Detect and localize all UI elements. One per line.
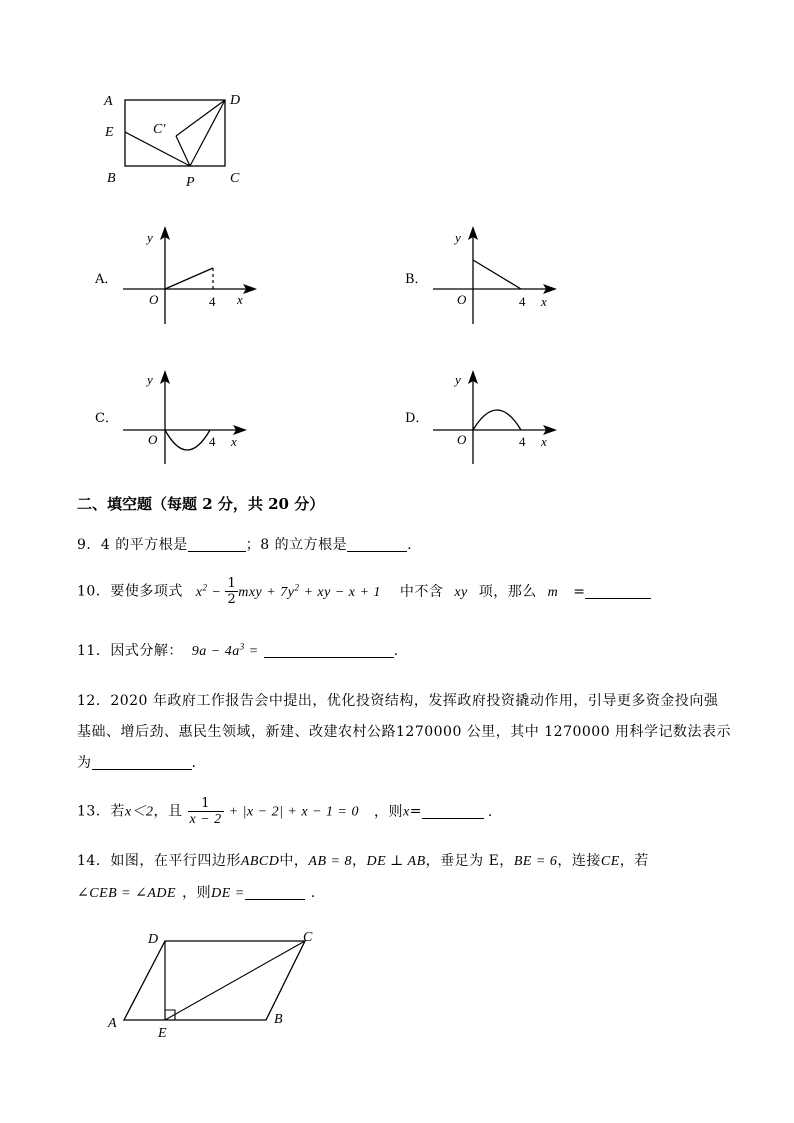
question-13: 13．若x＜2，且 $\frac{1}{x - 2}$ + |x − 2| + x − 1 = 0 ，则x= .: [77, 796, 493, 827]
origin-label: O: [457, 432, 467, 447]
answer-blank-factor[interactable]: [264, 643, 394, 658]
question-12-line-2: 基础、增后劲、惠民生领域，新建、改建农村公路1270000 公里，其中 1270000 用科学记数法表示: [77, 724, 732, 740]
fraction-1-over-x-minus-2: $\frac{1}{x - 2}$: [189, 796, 222, 827]
polynomial-expression: $x^2$ −: [195, 581, 226, 600]
option-a-label[interactable]: A．: [95, 272, 118, 287]
answer-blank-m[interactable]: [585, 584, 651, 599]
label-d: D: [148, 932, 159, 947]
tick-4-label: 4: [209, 434, 216, 449]
origin-label: O: [149, 292, 159, 307]
graph-curve: [473, 410, 521, 430]
label-d: D: [230, 93, 241, 108]
answer-blank-cbrt[interactable]: [347, 537, 407, 552]
y-label: y: [455, 372, 461, 387]
option-d-graph[interactable]: [425, 364, 575, 470]
segment-ep: [125, 132, 190, 166]
answer-blank-x[interactable]: [422, 804, 484, 819]
y-label: y: [147, 230, 153, 245]
question-11: 11．因式分解： $9a - 4a^3$ = .: [77, 641, 399, 659]
parallelogram-abcd: [124, 941, 305, 1020]
segment-c-prime-p: [176, 136, 190, 166]
x-label: x: [541, 434, 547, 449]
question-9: 9．4 的平方根是 ；8 的立方根是 .: [77, 537, 413, 553]
figure-parallelogram: [100, 925, 330, 1045]
answer-blank-de[interactable]: [245, 885, 305, 900]
section-heading: 二、填空题（每题 2 分，共 20 分）: [77, 495, 325, 513]
label-b: B: [274, 1012, 283, 1027]
origin-label: O: [457, 292, 467, 307]
question-14-line-1: 14．如图，在平行四边形ABCD中，AB = 8，DE ⊥ AB，垂足为 E，BE = 6，连接CE，若: [77, 853, 649, 869]
x-label: x: [541, 294, 547, 309]
segment-ec: [165, 941, 305, 1020]
answer-blank-sci[interactable]: [92, 755, 192, 770]
question-14-line-2: ∠CEB = ∠ADE ，则DE = .: [77, 885, 316, 901]
label-a: A: [104, 94, 113, 109]
option-d-label[interactable]: D．: [405, 411, 429, 426]
tick-4-label: 4: [519, 434, 526, 449]
x-label: x: [231, 434, 237, 449]
y-label: y: [455, 230, 461, 245]
label-c: C: [303, 930, 313, 945]
tick-4-label: 4: [209, 294, 216, 309]
segment-dc-prime: [176, 100, 225, 136]
fraction-one-half: $\frac{1}{2}$: [227, 576, 237, 607]
option-b-label[interactable]: B．: [405, 272, 428, 287]
tick-4-label: 4: [519, 294, 526, 309]
graph-curve: [165, 268, 213, 289]
label-e: E: [158, 1026, 167, 1041]
origin-label: O: [148, 432, 158, 447]
label-a: A: [108, 1016, 117, 1031]
option-b-graph[interactable]: [425, 222, 575, 328]
option-c-label[interactable]: C．: [95, 411, 118, 426]
label-c-prime: C′: [153, 122, 166, 137]
segment-dp: [190, 100, 225, 166]
equation-body: + |x − 2| + x − 1 = 0: [228, 804, 359, 820]
label-e: E: [105, 125, 114, 140]
factor-expression: $9a - 4a^3$ =: [191, 641, 259, 659]
rectangle-abcd: [125, 100, 225, 166]
y-label: y: [147, 372, 153, 387]
answer-blank-sqrt[interactable]: [188, 537, 246, 552]
graph-curve: [473, 260, 521, 289]
x-label: x: [237, 292, 243, 307]
label-c: C: [230, 171, 240, 186]
question-12-line-3: 为 .: [77, 755, 197, 771]
option-a-graph[interactable]: [115, 222, 265, 328]
label-p: P: [186, 175, 195, 190]
question-10: 10．要使多项式 $x^2$ − $\frac{1}{2}$ mxy + $7y^2$ + xy − x + 1 中不含 xy 项，那么 m =: [77, 576, 651, 607]
graph-curve: [165, 430, 210, 450]
figure-rectangle-fold: [100, 88, 260, 193]
label-b: B: [107, 171, 116, 186]
question-12-line-1: 12．2020 年政府工作报告会中提出，优化投资结构，发挥政府投资撬动作用，引导更多资金投向强: [77, 693, 719, 709]
option-c-graph[interactable]: [115, 364, 265, 470]
